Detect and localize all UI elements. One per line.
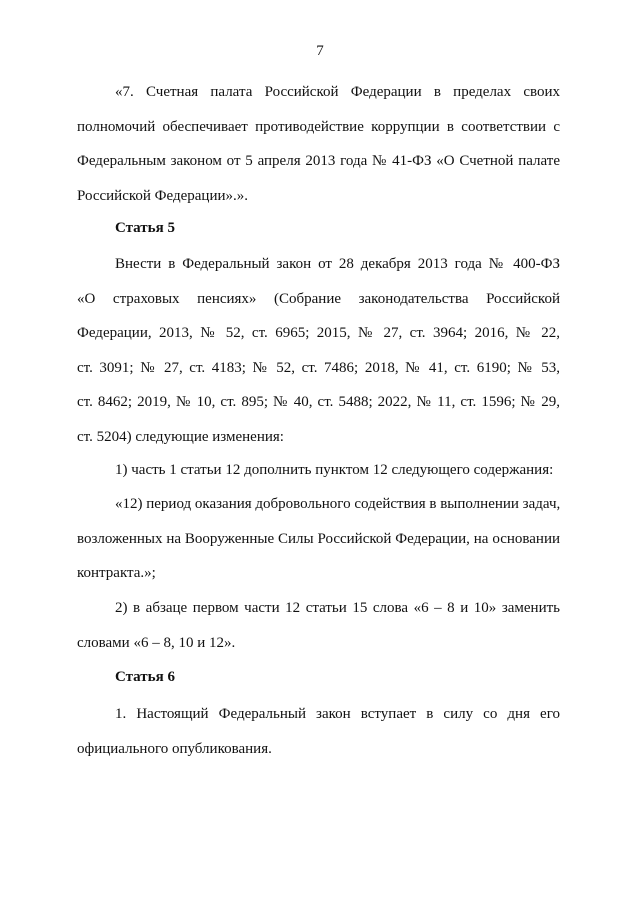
article5-heading-block [77,211,560,246]
text-line: ст. 8462; 2019, № 10, ст. 895; № 40, ст. 5488; 2022, № 11, ст. 1596; № 29, [77,394,560,410]
text-line: 1. Настоящий Федеральный закон вступает в силу со дня его [115,706,560,722]
text-line: «12) период оказания добровольного содействия в выполнении задач, [115,496,561,512]
text-line: возложенных на Вооруженные Силы Российской Федерации, на основании [77,530,560,547]
article-heading: Статья 6 [115,669,175,685]
paragraph-item1 [77,453,560,488]
paragraph-item1-quote [77,487,560,591]
page-number: 7 [316,43,324,59]
paragraph-item2 [77,591,560,660]
text-line: ст. 3091; № 27, ст. 4183; № 52, ст. 7486; 2018, № 41, ст. 6190; № 53, [77,359,560,376]
text-line: «О страховых пенсиях» (Собрание законодательства Российской [77,290,560,307]
text-line: словами «6 – 8, 10 и 12». [77,634,236,651]
text-line: Внести в Федеральный закон от 28 декабря 2013 года № 400-ФЗ [115,256,560,272]
text-line: 2) в абзаце первом части 12 статьи 15 слова «6 – 8 и 10» заменить [115,600,560,616]
text-line: Российской Федерации».». [77,187,249,204]
text-line: ст. 5204) следующие изменения: [77,428,284,445]
paragraph-article5-intro [77,247,560,454]
text-line: контракта.»; [77,565,156,581]
text-line: 1) часть 1 статьи 12 дополнить пунктом 12 следующего содержания: [115,462,554,478]
article6-heading-block [77,660,560,695]
text-line: официального опубликования. [77,740,272,757]
paragraph-article6-point1 [77,697,560,766]
article-heading: Статья 5 [115,220,175,236]
text-line: «7. Счетная палата Российской Федерации в пределах своих [115,84,560,100]
paragraph-article4-point7 [77,75,560,213]
text-line: полномочий обеспечивает противодействие коррупции в соответствии с [77,118,560,135]
text-line: Федеральным законом от 5 апреля 2013 года № 41-ФЗ «О Счетной палате [77,153,560,169]
text-line: Федерации, 2013, № 52, ст. 6965; 2015, № 27, ст. 3964; 2016, № 22, [77,325,560,341]
